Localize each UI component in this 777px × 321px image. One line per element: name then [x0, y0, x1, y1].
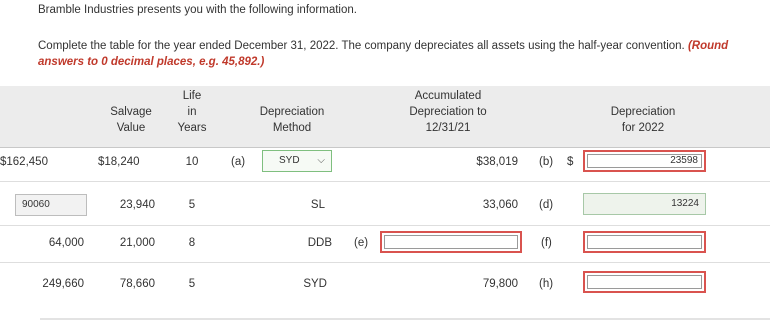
row1-method-label: (a) — [231, 156, 246, 168]
intro-text: Bramble Industries presents you with the following information. — [38, 4, 357, 16]
row3-salvage: 21,000 — [119, 237, 155, 249]
header-accumulated-depreciation: Accumulated Depreciation to 12/31/21 — [409, 90, 487, 134]
instruction-rounding: (Round answers to 0 decimal places, e.g. 45,892.) — [38, 40, 729, 68]
header-depreciation-method: Depreciation Method — [259, 106, 325, 134]
row1-dollar-sign: $ — [567, 156, 574, 168]
row-divider — [0, 225, 770, 226]
row2-life: 5 — [188, 199, 196, 211]
row2-depreciation-input[interactable] — [583, 193, 706, 215]
header-depreciation-2022: Depreciation for 2022 — [610, 106, 676, 134]
row3-life: 8 — [188, 237, 196, 249]
row1-salvage: $18,240 — [98, 156, 140, 168]
row4-method: SYD — [303, 278, 327, 290]
row1-depreciation-value: 23598 — [670, 155, 698, 166]
row2-accumulated: 33,060 — [482, 199, 518, 211]
instruction-main: Complete the table for the year ended December 31, 2022. The company depreciates all assets using the half-year convention. — [38, 40, 685, 52]
chevron-down-icon: ⌵ — [317, 155, 325, 166]
row3-dep-label: (f) — [541, 237, 552, 249]
row4-salvage: 78,660 — [119, 278, 155, 290]
row4-depreciation-input[interactable] — [583, 271, 706, 293]
row2-cost-input[interactable] — [15, 194, 87, 216]
row1-life: 10 — [185, 156, 199, 168]
table-bottom-border — [40, 318, 770, 320]
row2-cost-value: 90060 — [22, 199, 50, 210]
row3-method: DDB — [307, 237, 332, 249]
row3-accumulated-input[interactable] — [380, 231, 522, 253]
row2-salvage: 23,940 — [119, 199, 155, 211]
row1-method-select[interactable] — [262, 150, 332, 172]
row4-accumulated: 79,800 — [482, 278, 518, 290]
row2-method: SL — [310, 199, 325, 211]
row1-method-value: SYD — [279, 155, 300, 166]
row-divider — [0, 181, 770, 182]
row3-cost: 64,000 — [48, 237, 84, 249]
row1-dep-label: (b) — [539, 156, 554, 168]
instruction-text — [38, 38, 758, 70]
row3-depreciation-input[interactable] — [583, 231, 706, 253]
row4-dep-label: (h) — [539, 278, 554, 290]
row1-accumulated: $38,019 — [476, 156, 518, 168]
row4-cost: 249,660 — [42, 278, 84, 290]
row2-depreciation-value: 13224 — [671, 198, 699, 209]
row3-accum-label: (e) — [354, 237, 369, 249]
row2-dep-label: (d) — [539, 199, 554, 211]
row-divider — [0, 262, 770, 263]
row4-life: 5 — [188, 278, 196, 290]
row1-cost: $162,450 — [0, 156, 48, 168]
row1-depreciation-input[interactable] — [583, 150, 706, 172]
header-life-in-years: Life in Years — [177, 90, 207, 134]
header-salvage-value: Salvage Value — [110, 106, 152, 134]
